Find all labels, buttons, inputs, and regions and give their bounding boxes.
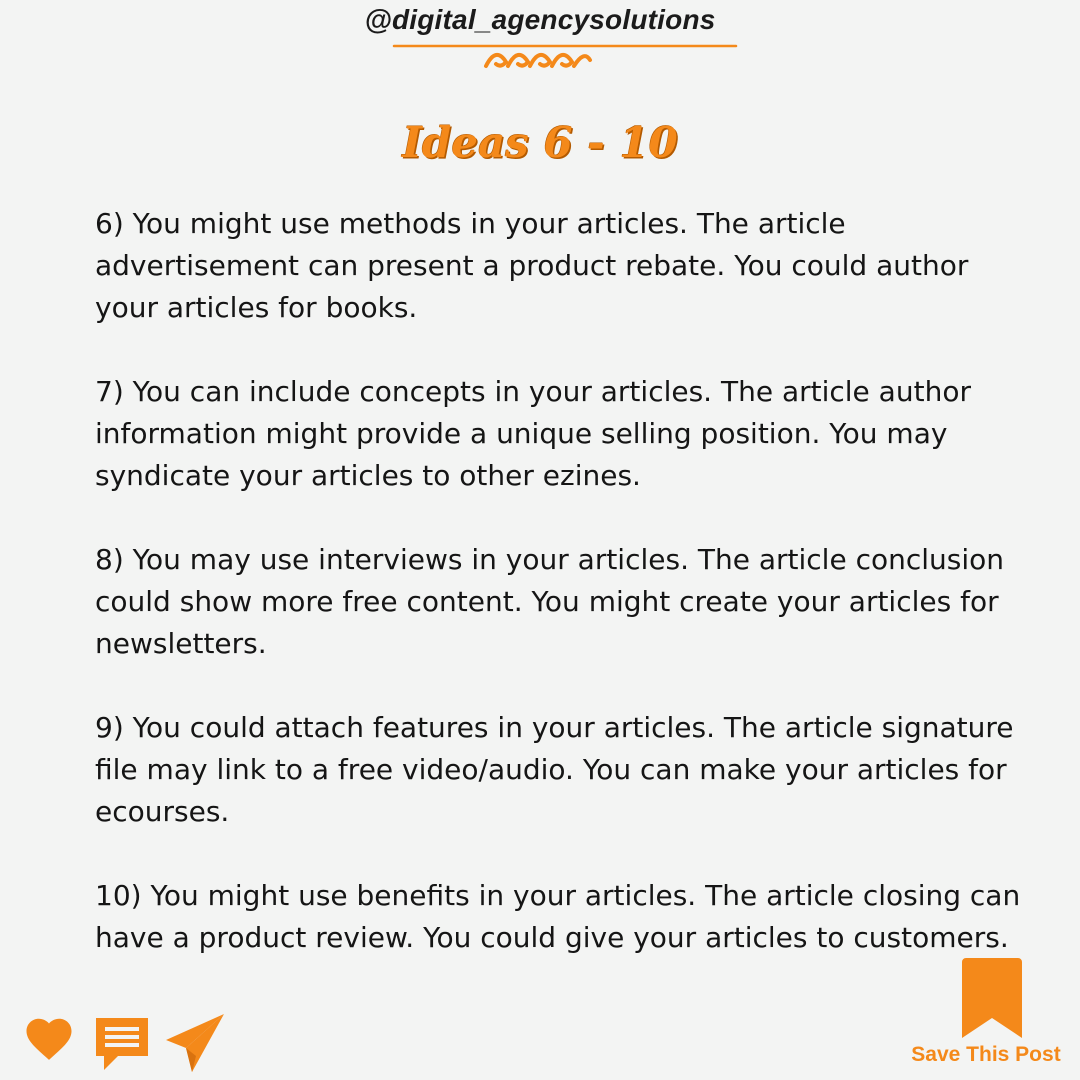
title-area (0, 118, 1080, 167)
header (0, 4, 1080, 36)
idea-item-6: 6) You might use methods in your articles. The article advertisement can present a product rebate. You could author your articles for books. (95, 207, 969, 324)
share-icon (164, 1012, 226, 1074)
idea-item-9: 9) You could attach features in your articles. The article signature file may link to a free video/audio. You can make your articles for ecourses. (95, 711, 1014, 828)
save-post-button[interactable] (900, 958, 1072, 1073)
heart-icon (22, 1012, 76, 1066)
comment-button[interactable] (92, 1012, 152, 1078)
like-button[interactable] (22, 1012, 76, 1070)
bookmark-icon (960, 958, 1024, 1038)
idea-item-10: 10) You might use benefits in your articles. The article closing can have a product review. You could give your articles to customers. (95, 879, 1021, 954)
account-handle: @digital_agencysolutions (364, 4, 716, 35)
save-post-label: Save This Post (911, 1043, 1061, 1066)
share-button[interactable] (164, 1012, 226, 1078)
swirl-divider-icon (390, 40, 740, 74)
idea-item-8: 8) You may use interviews in your articles. The article conclusion could show more free content. You might create your articles for newsletters. (95, 543, 1005, 660)
idea-item-7: 7) You can include concepts in your articles. The article author information might provide a unique selling position. You may syndicate your articles to other ezines. (95, 375, 971, 492)
page-title: Ideas 6 - 10 (402, 118, 678, 167)
ideas-list (95, 203, 1030, 1001)
comment-icon (92, 1012, 152, 1074)
